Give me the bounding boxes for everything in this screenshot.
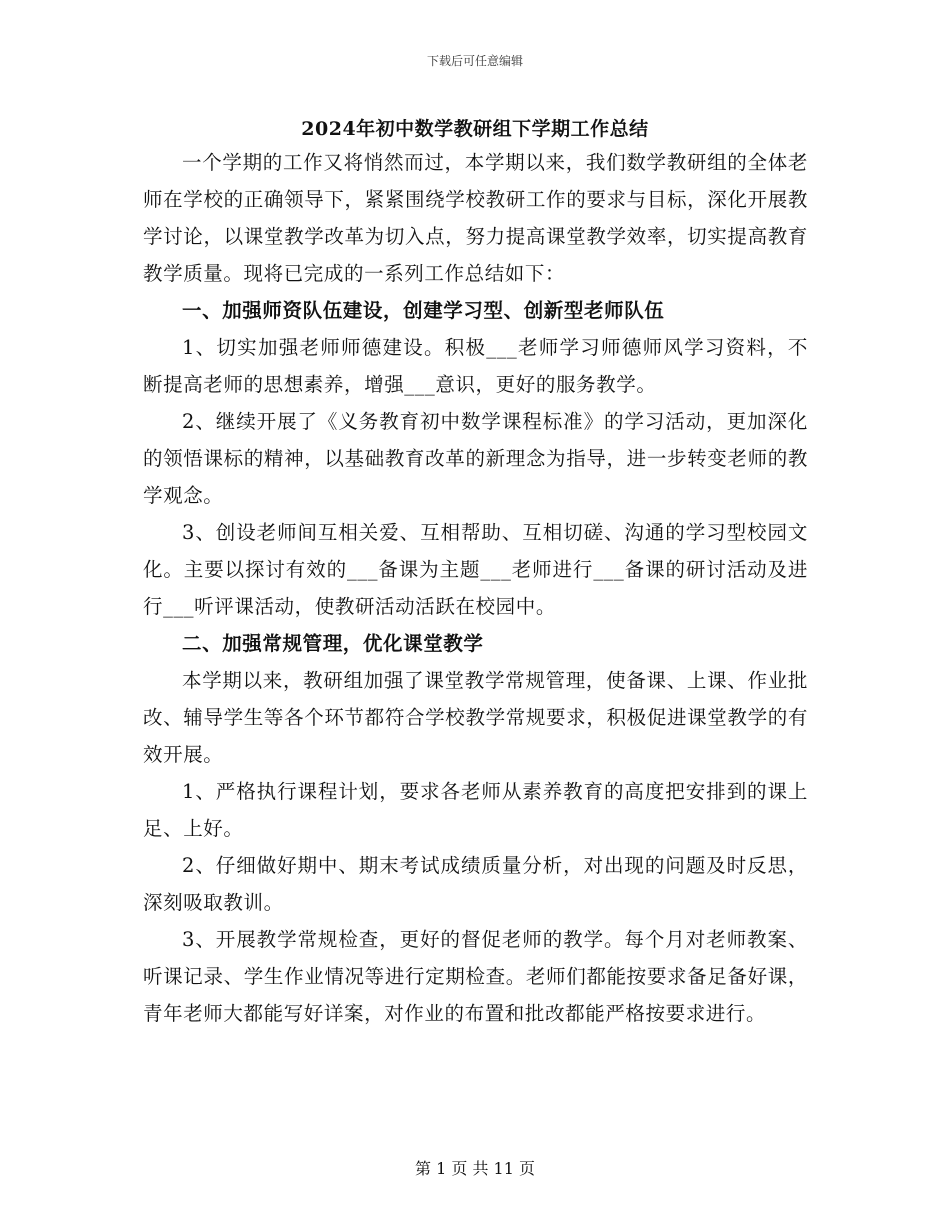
section-heading-2: 二、加强常规管理，优化课堂教学 bbox=[182, 632, 484, 655]
header-note: 下载后可任意编辑 bbox=[426, 54, 523, 68]
document-title: 2024年初中数学教研组下学期工作总结 bbox=[301, 118, 649, 140]
paragraph-1-1: 1、切实加强老师师德建设。积极___老师学习师德师风学习资料，不断提高老师的思想素养，增强___意识，更好的服务教学。 bbox=[143, 336, 808, 396]
section-heading-1: 一、加强师资队伍建设，创建学习型、创新型老师队伍 bbox=[182, 299, 665, 322]
section-2-intro: 本学期以来，教研组加强了课堂教学常规管理，使备课、上课、作业批改、辅导学生等各个环节都符合学校教学常规要求，积极促进课堂教学的有效开展。 bbox=[143, 669, 808, 766]
paragraph-1-2: 2、继续开展了《义务教育初中数学课程标准》的学习活动，更加深化的领悟课标的精神，以基础教育改革的新理念为指导，进一步转变老师的教学观念。 bbox=[143, 410, 808, 507]
document-body bbox=[143, 144, 808, 1032]
paragraph-2-2: 2、仔细做好期中、期末考试成绩质量分析，对出现的问题及时反思，深刻吸取教训。 bbox=[143, 854, 808, 914]
intro-paragraph: 一个学期的工作又将悄然而过，本学期以来，我们数学教研组的全体老师在学校的正确领导下，紧紧围绕学校教研工作的要求与目标，深化开展教学讨论，以课堂教学改革为切入点，努力提高课堂教学效率，切实提高教育教学质量。现将已完成的一系列工作总结如下： bbox=[143, 151, 808, 285]
page-number-footer: 第 1 页 共 11 页 bbox=[415, 1159, 535, 1178]
paragraph-1-3: 3、创设老师间互相关爱、互相帮助、互相切磋、沟通的学习型校园文化。主要以探讨有效的___备课为主题___老师进行___备课的研讨活动及进行___听评课活动，使教研活动活跃在校园中。 bbox=[143, 521, 808, 618]
paragraph-2-3: 3、开展教学常规检查，更好的督促老师的教学。每个月对老师教案、听课记录、学生作业情况等进行定期检查。老师们都能按要求备足备好课，青年老师大都能写好详案，对作业的布置和批改都能严格按要求进行。 bbox=[143, 928, 808, 1025]
paragraph-2-1: 1、严格执行课程计划，要求各老师从素养教育的高度把安排到的课上足、上好。 bbox=[143, 780, 808, 840]
